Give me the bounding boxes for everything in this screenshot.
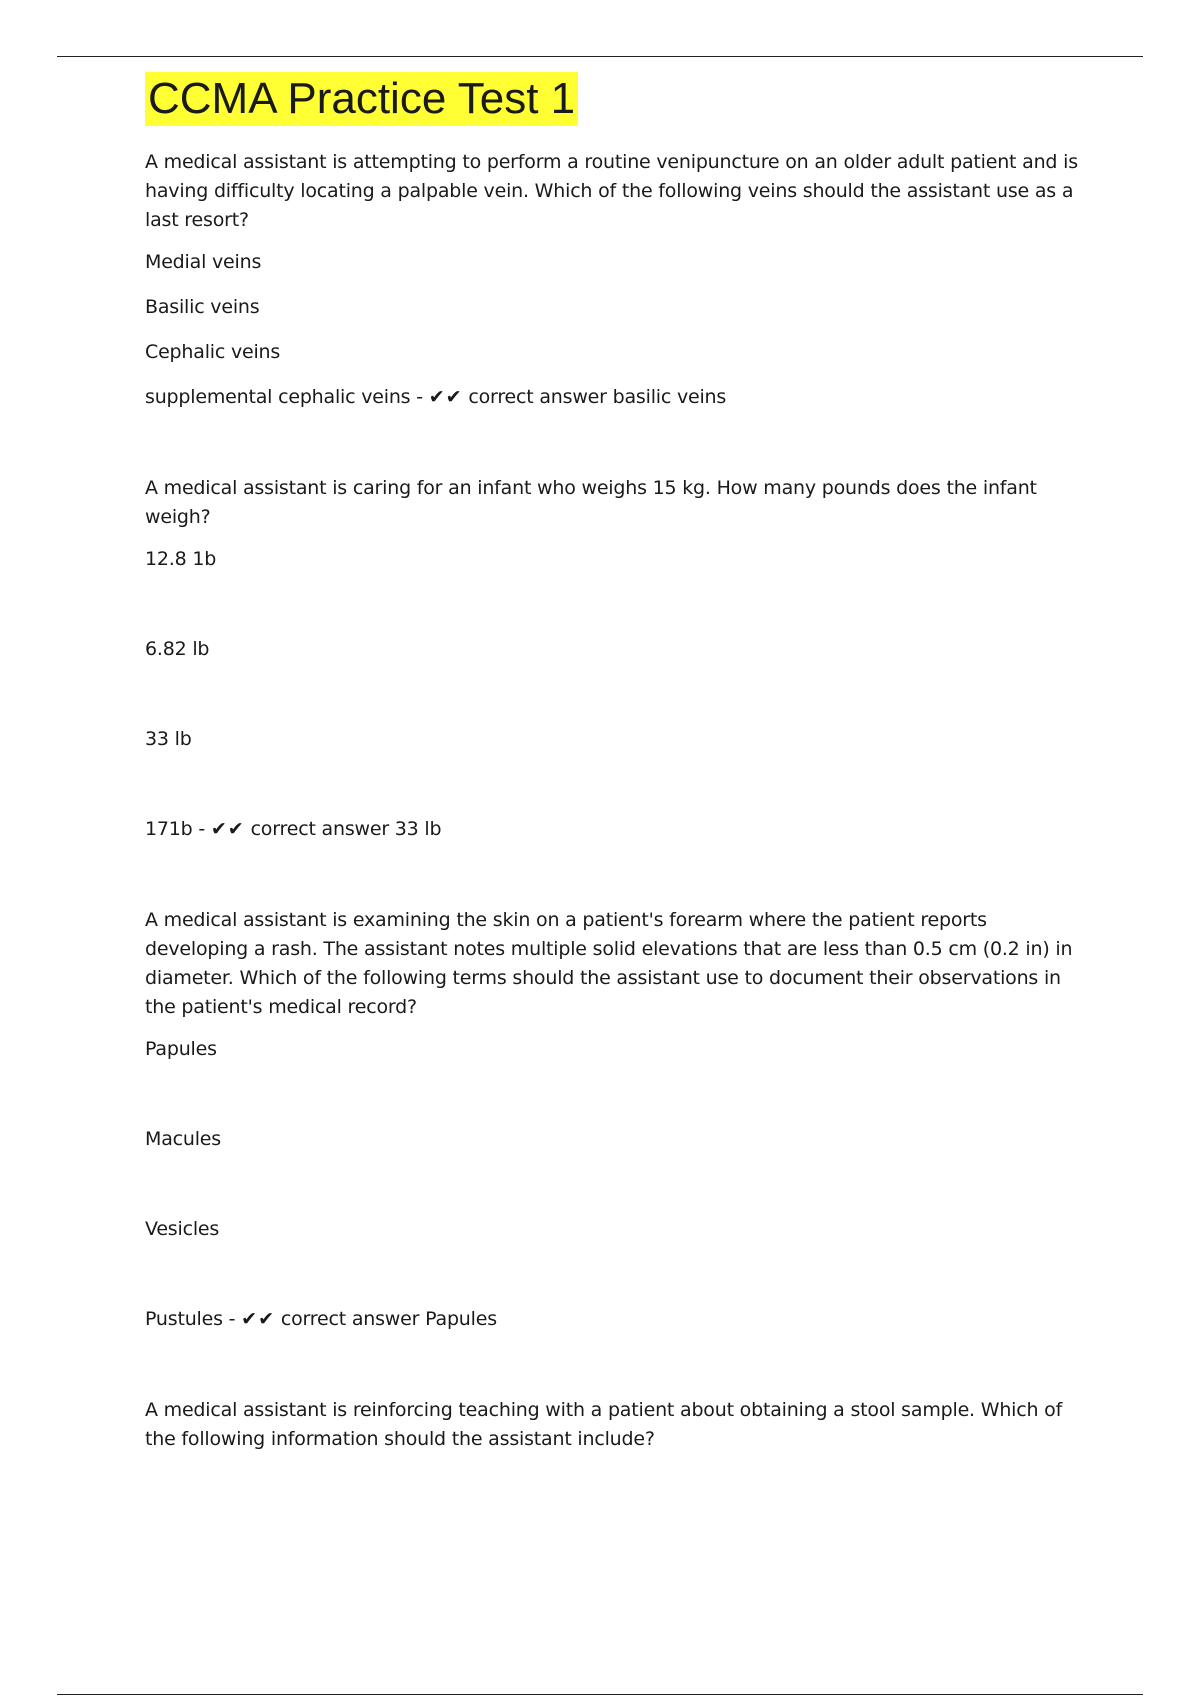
check-mark-icon: ✔✔ (428, 386, 463, 408)
question-block (145, 474, 1085, 842)
top-rule (57, 56, 1143, 57)
check-mark-icon: ✔✔ (210, 818, 245, 840)
answer-option: Macules (145, 1128, 221, 1150)
answer-option: 12.8 1b (145, 548, 217, 570)
page-title: CCMA Practice Test 1 (145, 72, 578, 126)
answer-option-label: supplemental cephalic veins - (145, 386, 423, 408)
correct-answer-text: correct answer Papules (280, 1308, 497, 1330)
question-text: A medical assistant is examining the skin on a patient's forearm where the patient reports developing a rash. The assistant notes multiple solid elevations that are less than 0.5 cm (0.2 in) in diameter. Which of the following terms should the assistant use to document their observations in the patient's medical record? (145, 909, 1073, 1018)
answer-option-label: Pustules - (145, 1308, 236, 1330)
answer-option-label: 171b - (145, 818, 206, 840)
answer-option: Papules (145, 1038, 217, 1060)
question-text: A medical assistant is attempting to perform a routine venipuncture on an older adult patient and is having difficulty locating a palpable vein. Which of the following veins should the assistant use as a last resort? (145, 151, 1078, 231)
answer-option-with-key (145, 816, 1085, 842)
question-text: A medical assistant is caring for an infant who weighs 15 kg. How many pounds does the infant weigh? (145, 477, 1037, 528)
question-block (145, 148, 1085, 410)
correct-answer-text: correct answer 33 lb (250, 818, 442, 840)
correct-answer-text: correct answer basilic veins (468, 386, 727, 408)
document-body (145, 72, 1085, 1468)
answer-option-with-key (145, 384, 1085, 410)
question-text: A medical assistant is reinforcing teaching with a patient about obtaining a stool sample. Which of the following information should the assistant include? (145, 1399, 1063, 1450)
answer-option: Medial veins (145, 251, 262, 273)
question-block (145, 1396, 1085, 1454)
answer-option: 33 lb (145, 728, 192, 750)
question-block (145, 906, 1085, 1332)
check-mark-icon: ✔✔ (241, 1308, 276, 1330)
answer-option: Cephalic veins (145, 341, 281, 363)
answer-option: 6.82 lb (145, 638, 210, 660)
answer-option: Vesicles (145, 1218, 220, 1240)
bottom-rule (57, 1694, 1143, 1695)
answer-option-with-key (145, 1306, 1085, 1332)
answer-option: Basilic veins (145, 296, 260, 318)
